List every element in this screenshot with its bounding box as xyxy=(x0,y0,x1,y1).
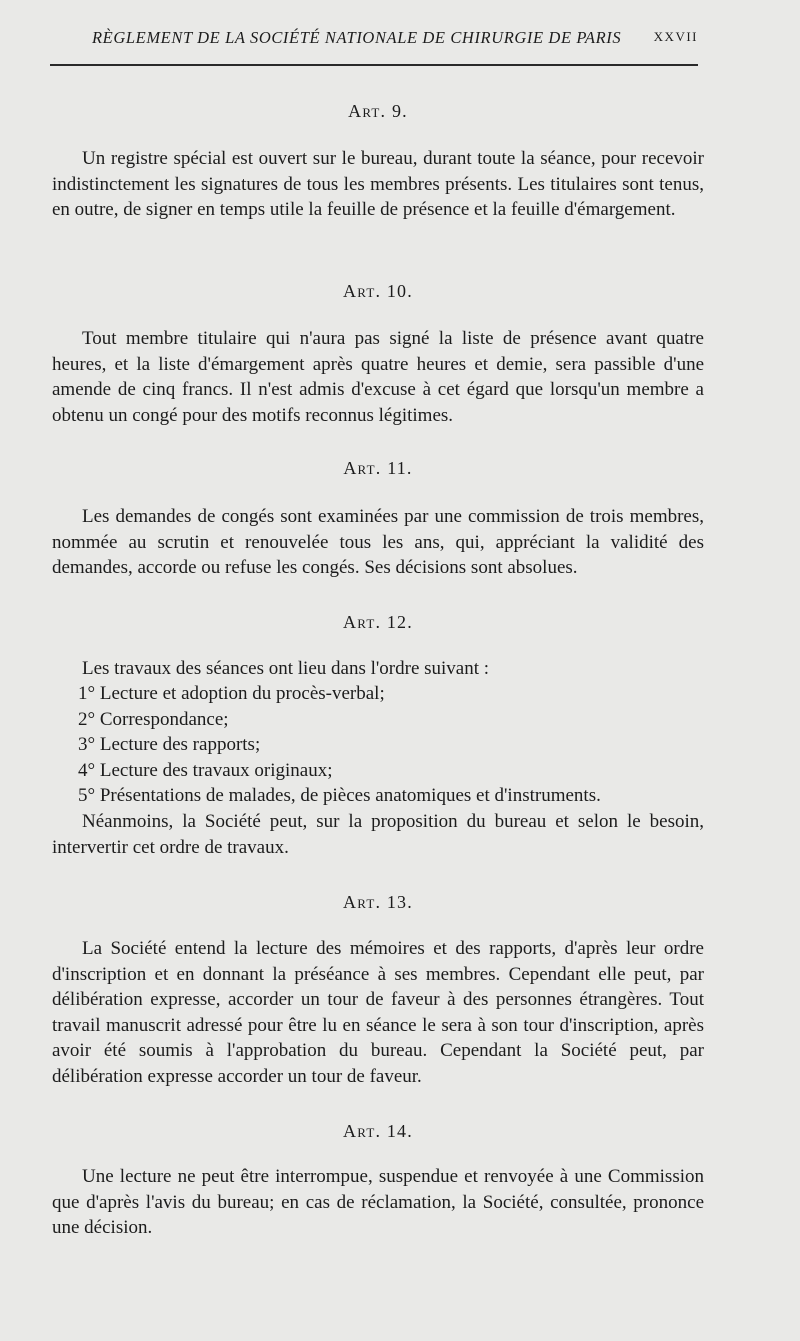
list-item: 3° Lecture des rapports; xyxy=(78,734,261,755)
article-heading: Art. 10. xyxy=(343,281,413,301)
article-body: Une lecture ne peut être interrompue, suspendue et renvoyée à une Commission que d'après l'avis du bureau; en cas de réclamation, la Société, consultée, prononce une décision. xyxy=(52,1166,704,1238)
article-body: Les demandes de congés sont examinées par une commission de trois membres, nommée au scrutin et renouvelée tous les ans, qui, appréciant la validité des demandes, accorde ou refuse les congés. Ses décisions sont absolues. xyxy=(52,506,704,578)
list-item: 5° Présentations de malades, de pièces anatomiques et d'instruments. xyxy=(78,785,601,806)
article-heading: Art. 11. xyxy=(343,458,413,478)
article-heading: Art. 13. xyxy=(343,892,413,912)
running-head xyxy=(52,26,700,52)
list-item: 2° Correspondance; xyxy=(78,708,229,730)
order-of-business-list xyxy=(52,681,704,809)
article-body: Un registre spécial est ouvert sur le bureau, durant toute la séance, pour recevoir indistinctement les signatures de tous les membres présents. Les titulaires sont tenus, en outre, de signer en temps utile la feuille de présence et la feuille d'émargement. xyxy=(52,148,704,220)
article-heading: Art. 9. xyxy=(348,101,408,121)
header-rule xyxy=(50,64,698,66)
article-heading: Art. 14. xyxy=(343,1121,413,1141)
article-intro: Les travaux des séances ont lieu dans l'ordre suivant : xyxy=(82,658,490,679)
article-body: Tout membre titulaire qui n'aura pas signé la liste de présence avant quatre heures, et la liste d'émargement après quatre heures et demie, sera passible d'une amende de cinq francs. Il n'est admis d'excuse à cet égard que lorsqu'un membre a obtenu un congé pour des motifs reconnus légitimes. xyxy=(52,328,704,426)
list-item: 1° Lecture et adoption du procès-verbal; xyxy=(78,683,385,704)
article-body: La Société entend la lecture des mémoires et des rapports, d'après leur ordre d'inscription et en donnant la préséance à ses membres. Cependant elle peut, par délibération expresse, accorder un tour de faveur à des personnes étrangères. Tout travail manuscrit adressé pour être lu en séance le sera à son tour d'inscription, après avoir été soumis à l'approbation du bureau. Cependant la Société peut, par délibération expresse accorder un tour de faveur. xyxy=(52,938,704,1087)
list-item: 4° Lecture des travaux originaux; xyxy=(78,759,333,781)
article-heading: Art. 12. xyxy=(343,612,413,632)
running-head-title: RÈGLEMENT DE LA SOCIÉTÉ NATIONALE DE CHIRURGIE DE PARIS xyxy=(92,28,622,47)
article-closing: Néanmoins, la Société peut, sur la proposition du bureau et selon le besoin, intervertir cet ordre de travaux. xyxy=(52,811,704,858)
page-number: XXVII xyxy=(653,29,698,44)
